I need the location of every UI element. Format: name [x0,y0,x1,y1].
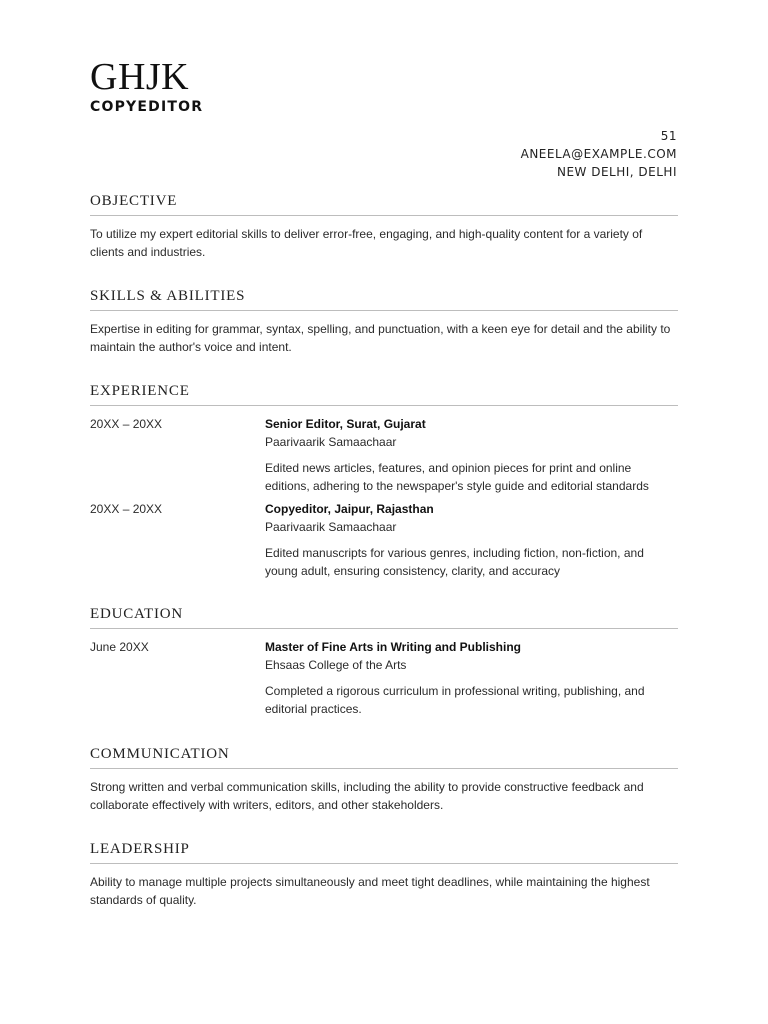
communication-section [90,745,678,814]
entry-description: Edited news articles, features, and opinion pieces for print and online editions, adhering to the newspaper's style guide and editorial standards [265,461,649,493]
entry-description: Completed a rigorous curriculum in professional writing, publishing, and editorial practices. [265,684,645,716]
entry-body [265,638,678,718]
experience-entry [90,500,678,585]
skills-section [90,287,678,356]
entry-organization: Paarivaarik Samaachaar [265,435,397,449]
objective-text: To utilize my expert editorial skills to deliver error-free, engaging, and high-quality content for a variety of clients and industries. [90,227,643,259]
entry-dates: June 20XX [90,640,149,654]
entry-description: Edited manuscripts for various genres, including fiction, non-fiction, and young adult, ensuring consistency, clarity, and accuracy [265,546,644,578]
skills-text: Expertise in editing for grammar, syntax, spelling, and punctuation, with a keen eye for detail and the ability to maintain the author's voice and intent. [90,322,671,354]
education-entry [90,638,678,723]
communication-heading: COMMUNICATION [90,745,678,769]
experience-section [90,382,678,585]
leadership-text: Ability to manage multiple projects simultaneously and meet tight deadlines, while maintaining the highest standards of quality. [90,875,650,907]
contact-phone: 51 [660,129,677,143]
contact-block [521,127,677,181]
skills-heading: SKILLS & ABILITIES [90,287,678,311]
entry-body [265,500,678,580]
entry-title: Master of Fine Arts in Writing and Publishing [265,640,522,654]
experience-heading: EXPERIENCE [90,382,678,406]
resume-name: GHJK [90,56,190,98]
entry-organization: Paarivaarik Samaachaar [265,520,397,534]
experience-entry [90,415,678,500]
leadership-section [90,840,678,909]
entry-title: Copyeditor, Jaipur, Rajasthan [265,502,434,516]
contact-email: ANEELA@EXAMPLE.COM [520,147,677,161]
entry-dates: 20XX – 20XX [90,502,163,516]
leadership-heading: LEADERSHIP [90,840,678,864]
entry-dates: 20XX – 20XX [90,417,163,431]
entry-title: Senior Editor, Surat, Gujarat [265,417,426,431]
resume-role: COPYEDITOR [90,99,204,115]
objective-section [90,192,678,261]
contact-location: NEW DELHI, DELHI [556,165,677,179]
entry-organization: Ehsaas College of the Arts [265,658,407,672]
entry-body [265,415,678,495]
communication-text: Strong written and verbal communication skills, including the ability to provide constructive feedback and collaborate effectively with writers, editors, and other stakeholders. [90,780,644,812]
education-section [90,605,678,723]
objective-heading: OBJECTIVE [90,192,678,216]
education-heading: EDUCATION [90,605,678,629]
